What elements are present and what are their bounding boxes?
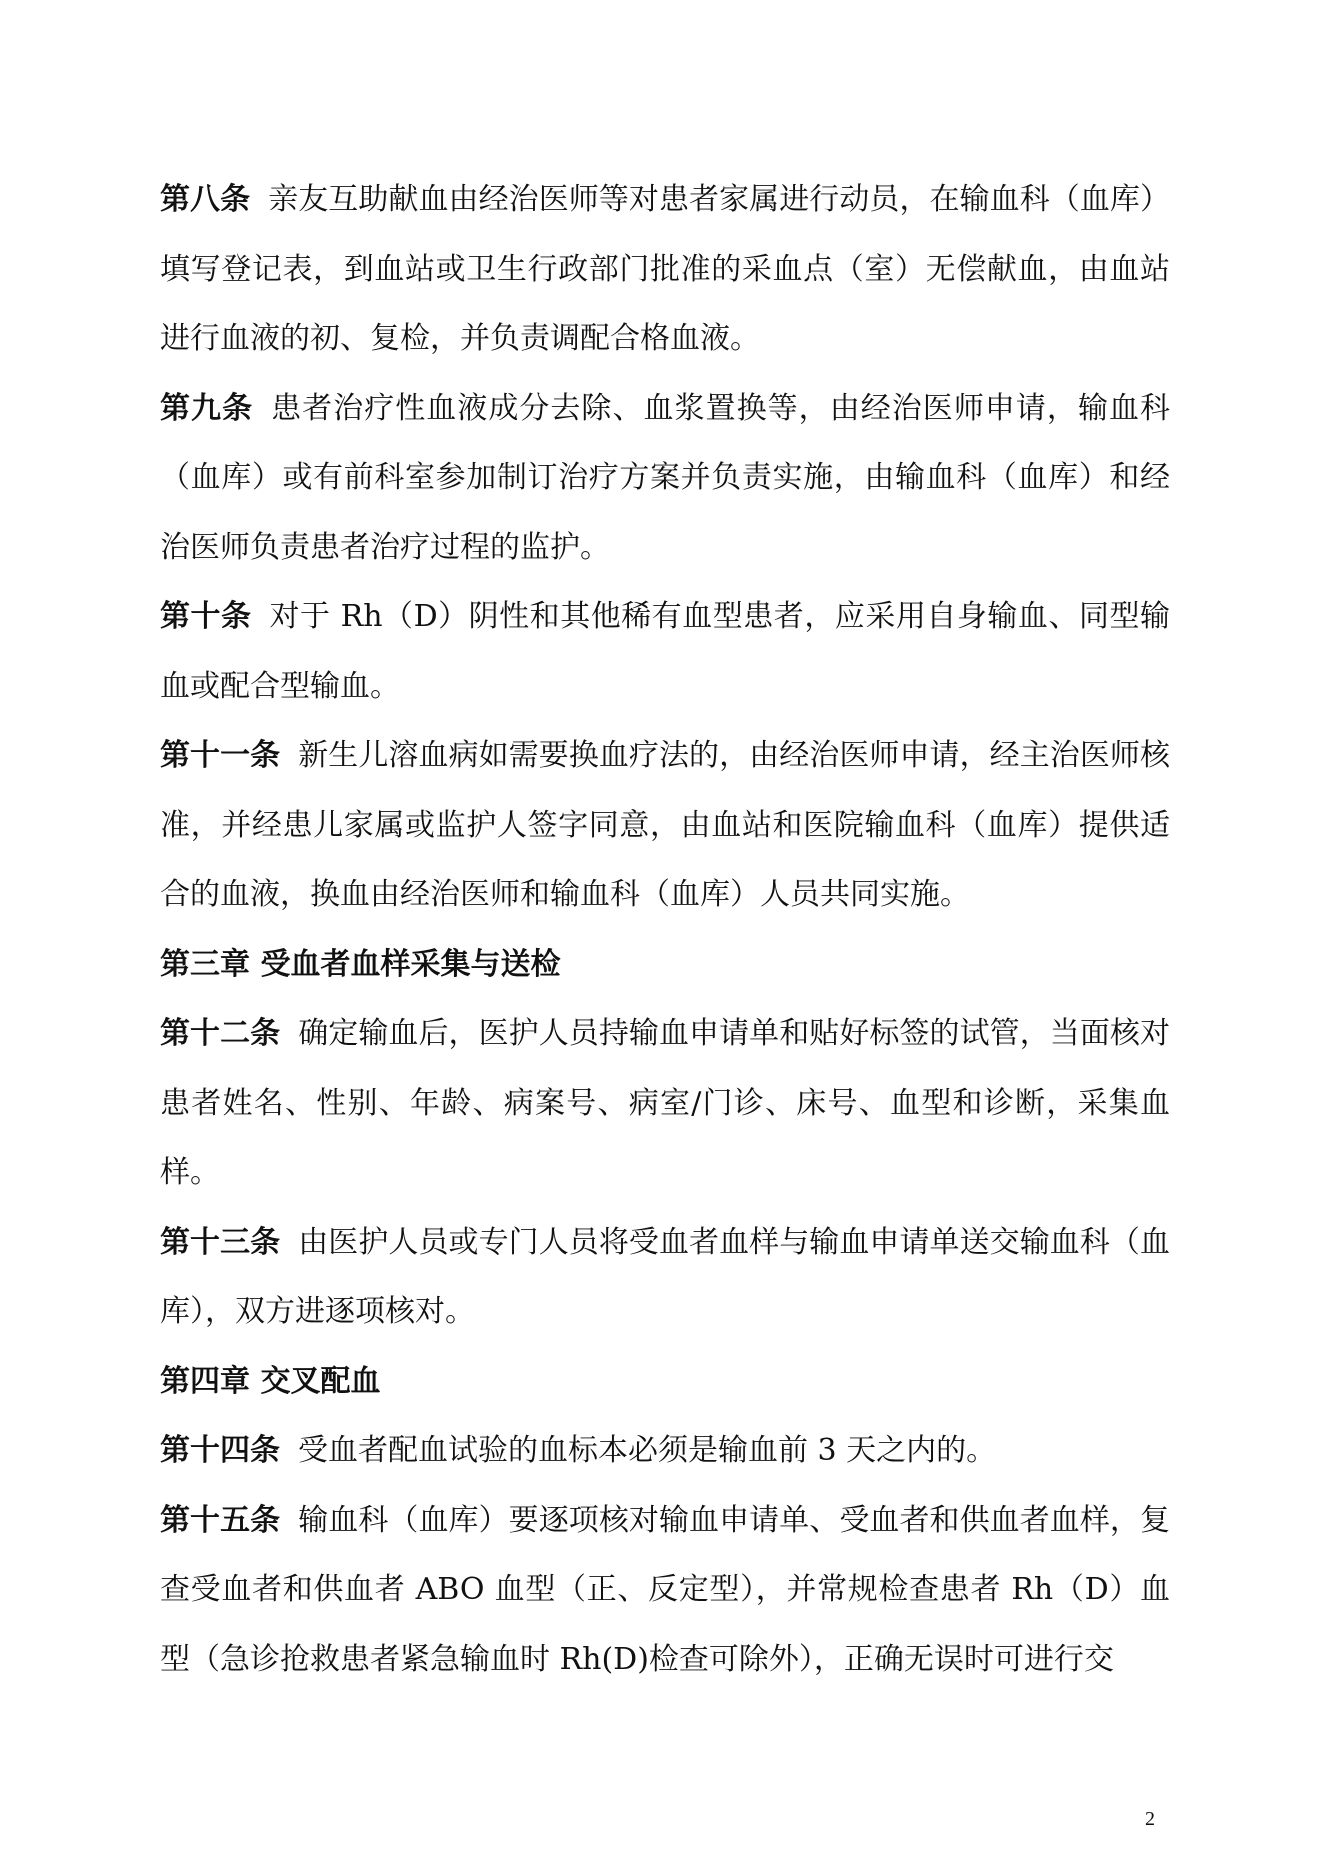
article-label: 第十一条 [160, 738, 281, 773]
article-text: 患者治疗性血液成分去除、血浆置换等，由经治医师申请，输血科（血库）或有前科室参加制订治疗方案并负责实施，由输血科（血库）和经治医师负责患者治疗过程的监护。 [160, 390, 1171, 565]
article-11 [160, 721, 1170, 930]
document-body [160, 165, 1170, 1694]
article-9 [160, 374, 1170, 583]
article-13 [160, 1208, 1170, 1347]
page-number: 2 [1145, 1808, 1155, 1830]
article-label: 第十二条 [160, 1016, 281, 1051]
article-14 [160, 1416, 1170, 1486]
article-text: 新生儿溶血病如需要换血疗法的，由经治医师申请，经主治医师核准，并经患儿家属或监护人签字同意，由血站和医院输血科（血库）提供适合的血液，换血由经治医师和输血科（血库）人员共同实施。 [160, 738, 1170, 912]
article-12 [160, 999, 1170, 1208]
article-label: 第九条 [160, 390, 254, 426]
article-label: 第十三条 [160, 1224, 281, 1260]
article-label: 第十条 [160, 599, 252, 634]
article-text: 受血者配血试验的血标本必须是输血前 3 天之内的。 [298, 1433, 997, 1468]
article-text: 亲友互助献血由经治医师等对患者家属进行动员，在输血科（血库）填写登记表，到血站或卫生行政部门批准的采血点（室）无偿献血，由血站进行血液的初、复检，并负责调配合格血液。 [160, 182, 1170, 356]
article-text: 对于 Rh（D）阴性和其他稀有血型患者，应采用自身输血、同型输血或配合型输血。 [160, 599, 1170, 704]
article-label: 第八条 [160, 182, 251, 217]
article-8 [160, 165, 1170, 374]
article-label: 第十四条 [160, 1433, 280, 1468]
chapter-heading-4: 第四章 交叉配血 [160, 1363, 381, 1399]
article-label: 第十五条 [160, 1502, 281, 1538]
article-text: 输血科（血库）要逐项核对输血申请单、受血者和供血者血样，复查受血者和供血者 ABO 血型（正、反定型），并常规检查患者 Rh（D）血型（急诊抢救患者紧急输血时 Rh(D)检查可除外），正确无误时可进行交 [160, 1502, 1170, 1677]
article-text: 由医护人员或专门人员将受血者血样与输血申请单送交输血科（血库），双方进逐项核对。 [160, 1224, 1170, 1329]
article-15 [160, 1486, 1170, 1695]
article-10 [160, 582, 1170, 721]
article-text: 确定输血后，医护人员持输血申请单和贴好标签的试管，当面核对患者姓名、性别、年龄、病案号、病室/门诊、床号、血型和诊断，采集血样。 [160, 1016, 1170, 1190]
chapter-heading-3: 第三章 受血者血样采集与送检 [160, 946, 561, 982]
